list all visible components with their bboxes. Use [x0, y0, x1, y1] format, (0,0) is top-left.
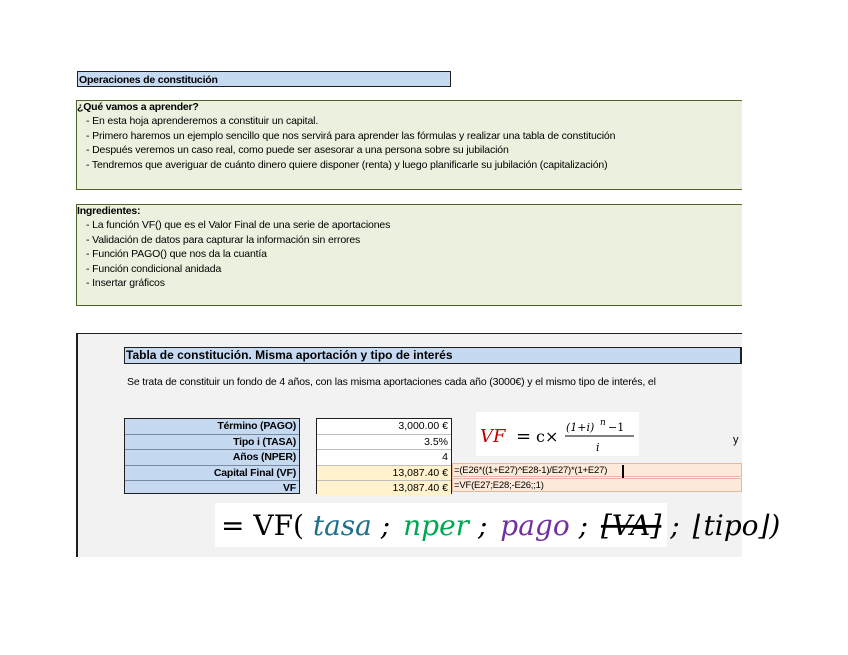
sheet-title[interactable]: Operaciones de constitución — [77, 71, 451, 87]
syntax-sep: ; — [670, 509, 680, 542]
ingredients-heading: Ingredientes: — [77, 205, 141, 217]
ingredient-item: - Función PAGO() que nos da la cuantía — [86, 248, 267, 261]
label-nper[interactable]: Años (NPER) — [125, 450, 299, 466]
ingredients-box[interactable] — [76, 204, 742, 306]
learn-item: - Después veremos un caso real, como puede ser asesorar a una persona sobre su jubilación — [86, 144, 509, 157]
syntax-pago: pago — [500, 509, 570, 542]
value-capital-final[interactable]: 13,087.40 € — [317, 466, 451, 482]
label-capital-final[interactable]: Capital Final (VF) — [125, 466, 299, 482]
vf-syntax-svg — [215, 503, 781, 547]
learn-item: - En esta hoja aprenderemos a constituir un capital. — [86, 115, 319, 127]
learn-item: - Primero haremos un ejemplo sencillo que nos servirá para aprender las fórmulas y realizar una tabla de constitución — [86, 129, 616, 142]
text-cursor — [622, 465, 624, 478]
side-text: y — [733, 434, 739, 446]
eq-lhs: VF — [480, 426, 506, 447]
value-column — [316, 418, 452, 494]
syntax-sep: ; — [578, 509, 589, 542]
learn-heading: ¿Qué vamos a aprender? — [77, 101, 199, 113]
value-nper[interactable]: 4 — [317, 450, 451, 466]
vf-equation-image[interactable] — [476, 412, 639, 456]
ingredient-item: - Insertar gráficos — [86, 277, 165, 290]
eq-num: (1+i) — [566, 421, 595, 434]
table-title[interactable]: Tabla de constitución. Misma aportación y tipo de interés — [124, 347, 742, 364]
formula-vf[interactable]: =VF(E27;E28;-E26;;1) — [452, 478, 742, 492]
eq-num-tail: −1 — [608, 421, 625, 434]
value-vf[interactable]: 13,087.40 € — [317, 481, 451, 496]
eq-den: i — [596, 441, 600, 454]
syntax-eq: = VF( — [221, 509, 304, 542]
ingredient-item: - La función VF() que es el Valor Final de una serie de aportaciones — [86, 219, 391, 231]
syntax-sep: ; — [477, 509, 488, 542]
syntax-sep: ; — [380, 509, 391, 542]
syntax-tasa: tasa — [312, 509, 372, 542]
label-tasa[interactable]: Tipo i (TASA) — [125, 435, 299, 451]
syntax-va: [VA] — [600, 509, 662, 542]
eq-equals: = — [516, 426, 532, 447]
syntax-nper: nper — [403, 509, 470, 542]
learn-box[interactable] — [76, 100, 742, 190]
value-tasa[interactable]: 3.5% — [317, 435, 451, 451]
svg-text:= VF( tasa ; — [221, 509, 780, 542]
label-vf[interactable]: VF — [282, 482, 296, 495]
learn-item: - Tendremos que averiguar de cuánto dinero quiere disponer (renta) y luego planificarle su jubilación (capitalización) — [86, 158, 608, 171]
ingredient-item: - Función condicional anidada — [86, 262, 222, 275]
ingredient-item: - Validación de datos para capturar la información sin errores — [86, 233, 361, 246]
value-pago[interactable]: 3,000.00 € — [317, 419, 451, 435]
vf-syntax-image[interactable] — [215, 503, 781, 547]
syntax-tipo: ⌊tipo⌋) — [692, 509, 781, 542]
label-pago[interactable]: Término (PAGO) — [125, 419, 299, 435]
table-description[interactable]: Se trata de constituir un fondo de 4 años, con las misma aportaciones cada año (3000€) y el mismo tipo de interés, el — [127, 376, 656, 388]
formula-capital-final[interactable]: =(E26*((1+E27)^E28-1)/E27)*(1+E27) — [452, 463, 742, 477]
label-column — [124, 418, 300, 494]
eq-coef: c× — [536, 427, 559, 446]
vf-equation-svg — [476, 412, 639, 456]
eq-exp: n — [600, 418, 606, 428]
